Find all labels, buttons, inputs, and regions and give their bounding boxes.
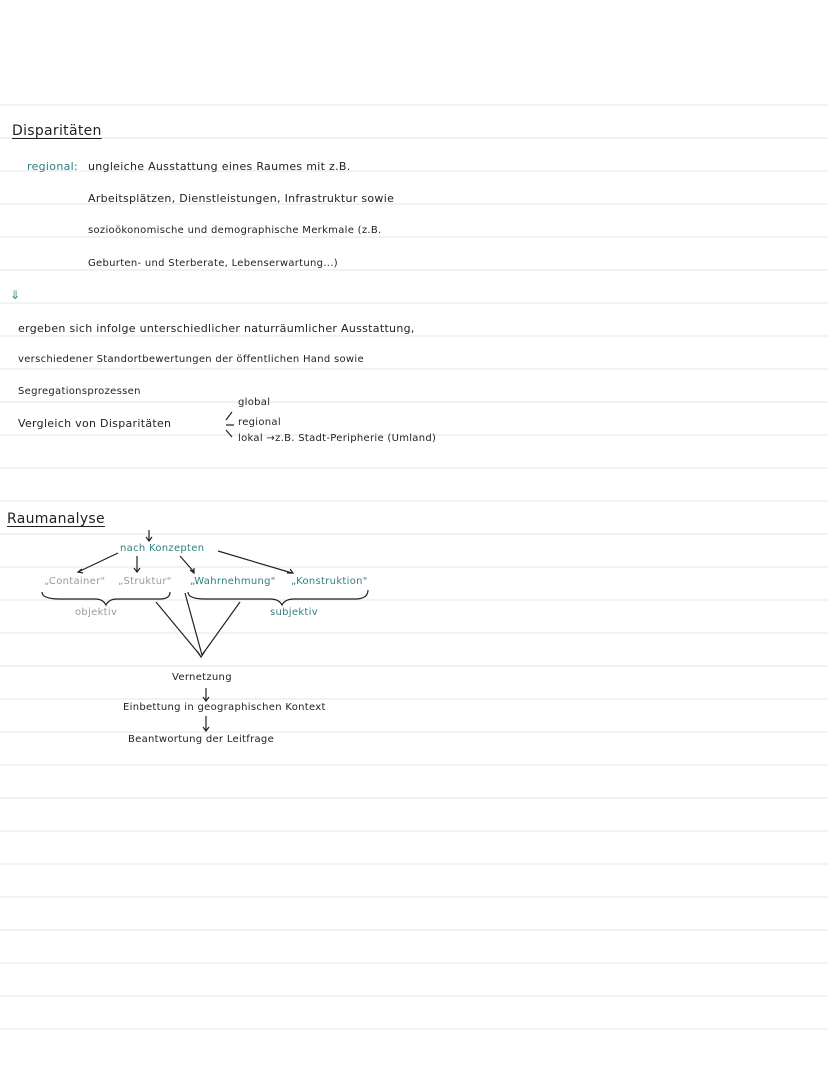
cause-line-2: verschiedener Standortbewertungen der öffentlichen Hand sowie bbox=[18, 354, 364, 365]
cause-line-3: Segregationsprozessen bbox=[18, 386, 141, 397]
level-bracket bbox=[226, 412, 234, 437]
concept-konstruktion: „Konstruktion" bbox=[291, 576, 368, 587]
level-global: global bbox=[238, 397, 271, 408]
comparison-label: Vergleich von Disparitäten bbox=[18, 417, 172, 430]
section-title-raumanalyse: Raumanalyse bbox=[7, 511, 105, 527]
arrow-to-wahrnehmung bbox=[180, 556, 194, 573]
concepts-label: nach Konzepten bbox=[120, 543, 205, 554]
definition-line-3: sozioökonomische und demographische Merkmale (z.B. bbox=[88, 225, 382, 236]
arrow-to-struktur bbox=[134, 556, 140, 572]
concept-struktur: „Struktur" bbox=[118, 576, 172, 587]
level-lokal: lokal →z.B. Stadt-Peripherie (Umland) bbox=[238, 433, 437, 444]
section-title-disparitaeten: Disparitäten bbox=[12, 123, 102, 139]
regional-label: regional: bbox=[27, 160, 78, 173]
arrow-into-concepts bbox=[146, 530, 152, 541]
arrow-to-container bbox=[78, 553, 118, 573]
flow-vernetzung: Vernetzung bbox=[172, 672, 232, 683]
brace-subjective bbox=[188, 590, 368, 605]
converge-line-2 bbox=[202, 602, 240, 655]
cause-line-1: ergeben sich infolge unterschiedlicher naturräumlicher Ausstattung, bbox=[18, 322, 415, 335]
subjective-label: subjektiv bbox=[270, 607, 318, 618]
objective-label: objektiv bbox=[75, 607, 118, 618]
definition-line-4: Geburten- und Sterberate, Lebenserwartung...) bbox=[88, 258, 338, 269]
converge-line-3 bbox=[185, 593, 202, 655]
arrow-to-einbettung bbox=[203, 688, 209, 701]
concept-container: „Container" bbox=[44, 576, 106, 587]
flow-einbettung: Einbettung in geographischen Kontext bbox=[123, 702, 326, 713]
arrow-to-konstruktion bbox=[218, 551, 293, 573]
converge-line-1 bbox=[156, 602, 200, 655]
flow-beantwortung: Beantwortung der Leitfrage bbox=[128, 734, 275, 745]
definition-line-2: Arbeitsplätzen, Dienstleistungen, Infrastruktur sowie bbox=[88, 192, 395, 205]
brace-objective bbox=[42, 592, 170, 605]
double-down-arrow-icon: ⇓ bbox=[10, 288, 21, 302]
arrow-to-beantwortung bbox=[203, 716, 209, 731]
concept-wahrnehmung: „Wahrnehmung" bbox=[190, 576, 276, 587]
level-regional: regional bbox=[238, 417, 281, 428]
definition-line-1: ungleiche Ausstattung eines Raumes mit z.B. bbox=[88, 160, 351, 173]
